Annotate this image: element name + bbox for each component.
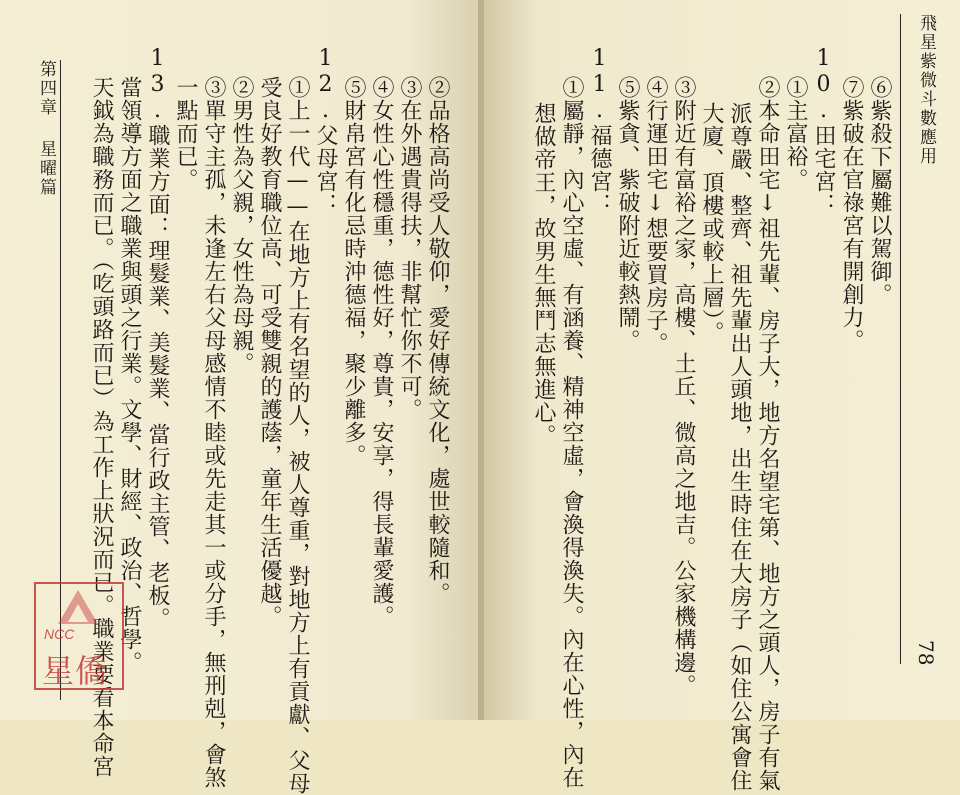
stamp-mark: NCC	[44, 626, 75, 642]
header-rule	[900, 14, 901, 664]
section-heading: 13.職業方面：理髮業、美髮業、當行政主管、老板。	[145, 46, 170, 630]
watermark-stamp	[34, 582, 124, 690]
right-page	[482, 0, 960, 792]
page-number: 78	[914, 640, 938, 666]
left-page	[0, 0, 478, 795]
text-column: ①屬靜，內心空虛、有涵養、精神空虛，會渙得渙失。內在心性，內在	[559, 76, 584, 789]
text-column: ⑤紫貪、紫破附近較熱鬧。	[615, 76, 640, 352]
text-column: ③附近有富裕之家，高樓、土丘、微高之地吉。公家機構邊。	[671, 76, 696, 697]
section-heading: 10.田宅宮：	[811, 46, 836, 216]
section-heading: 12.父母宮：	[313, 46, 338, 216]
text-column: ⑤財帛宮有化忌時沖德福，聚少離多。	[341, 76, 366, 467]
text-column: ③在外遇貴得扶，非幫忙你不可。	[397, 76, 422, 421]
text-column: ①主富裕。	[783, 76, 808, 191]
text-column: 大廈、頂樓或較上層）。	[699, 102, 724, 344]
text-column: 天鉞為職務而已。（吃頭路而已）為工作上狀況而已。職業要看本命宮	[89, 76, 114, 778]
text-column: 想做帝王，故男生無鬥志無進心。	[531, 102, 556, 447]
text-column: 當領導方面之職業與頭之行業。文學、財經、政治、哲學。	[117, 76, 142, 674]
section-heading: 11.福德宮：	[587, 46, 612, 216]
text-column: ④行運田宅↓想要買房子。	[643, 76, 668, 355]
chapter-title: 星曜篇	[36, 140, 56, 197]
text-column: ②男性為父親，女性為母親。	[229, 76, 254, 375]
text-column: ④女性心性穩重，德性好，尊貴，安享，得長輩愛護。	[369, 76, 394, 628]
text-column: ⑥紫殺下屬難以駕御。	[867, 76, 892, 306]
text-column: 派尊嚴、整齊、祖先輩出人頭地，出生時住在大房子（如住公寓會住	[727, 102, 752, 792]
text-column: 一點而已。	[173, 76, 198, 191]
text-column: ②品格高尚受人敬仰，愛好傳統文化，處世較隨和。	[425, 76, 450, 605]
text-column: ③單守主孤，未逢左右父母感情不睦或先走其一或分手，無刑剋，會煞	[201, 76, 226, 789]
text-column: ⑦紫破在官祿宮有開創力。	[839, 76, 864, 352]
text-column: ①上一代——在地方上有名望的人，被人尊重，對地方上有貢獻、父母	[285, 76, 310, 795]
text-column: 受良好教育職位高、可受雙親的護蔭，童年生活優越。	[257, 76, 282, 628]
running-header: 飛星紫微斗數應用	[916, 14, 936, 166]
chapter-label: 第四章	[36, 60, 56, 117]
text-column: ②本命田宅↓祖先輩、房子大，地方名望宅第、地方之頭人，房子有氣	[755, 76, 780, 792]
stamp-brand: 星僑	[42, 652, 109, 690]
